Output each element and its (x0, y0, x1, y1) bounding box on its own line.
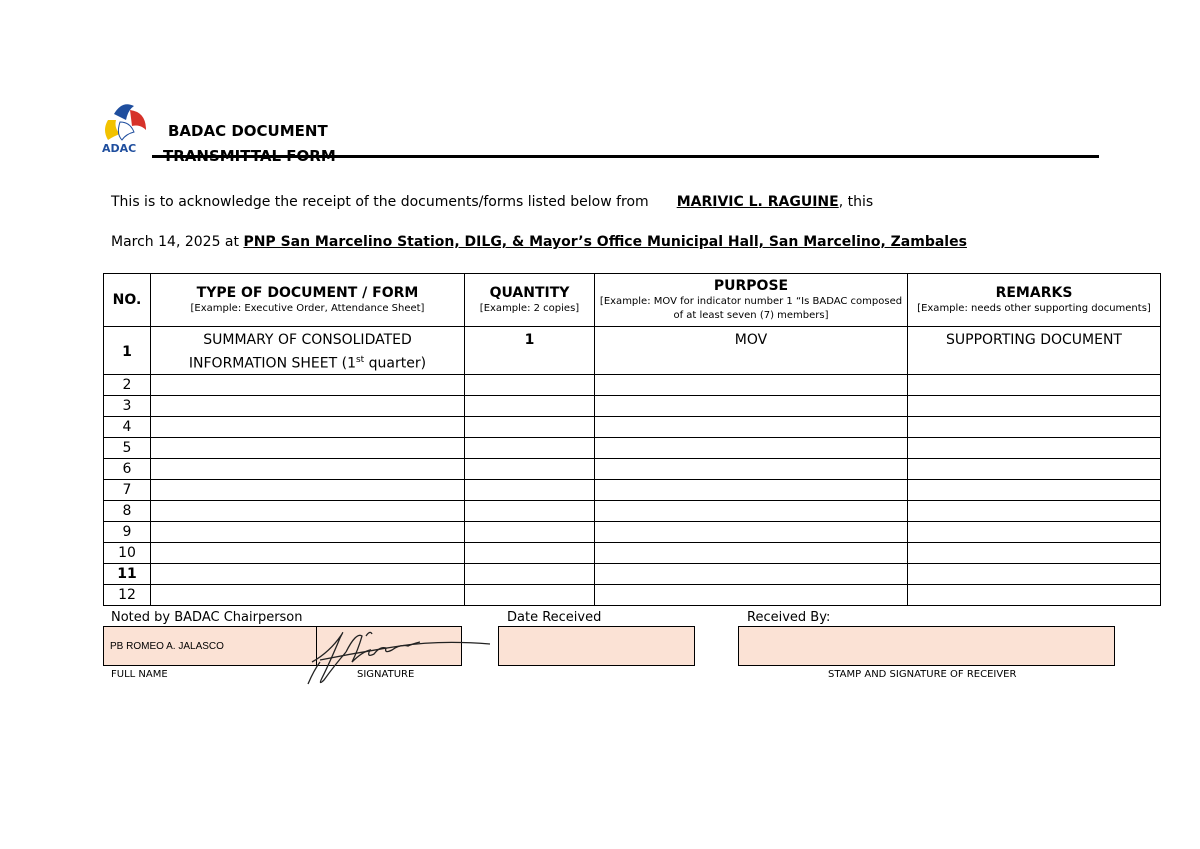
row-remarks[interactable] (908, 458, 1161, 479)
date-place-line (111, 234, 967, 250)
row-quantity[interactable] (465, 521, 595, 542)
row-purpose[interactable] (595, 437, 908, 458)
received-by-label: Received By: (747, 610, 831, 625)
row-type[interactable] (151, 374, 465, 395)
table-header-row (104, 274, 1161, 327)
documents-table (103, 273, 1161, 606)
row-type[interactable] (151, 521, 465, 542)
table-row (104, 437, 1161, 458)
row-no: 12 (104, 584, 151, 605)
row-purpose[interactable] (595, 584, 908, 605)
header-quantity-example: [Example: 2 copies] (479, 302, 580, 314)
table-row (104, 327, 1161, 375)
table-row (104, 416, 1161, 437)
row-purpose[interactable] (595, 479, 908, 500)
row-purpose[interactable] (595, 521, 908, 542)
table-row (104, 395, 1161, 416)
row-remarks[interactable] (908, 500, 1161, 521)
row-purpose[interactable] (595, 416, 908, 437)
row-no: 5 (104, 437, 151, 458)
row-remarks[interactable] (908, 479, 1161, 500)
acknowledgement-line (111, 194, 873, 210)
row-type[interactable] (151, 395, 465, 416)
row-no: 2 (104, 374, 151, 395)
row-quantity[interactable] (465, 584, 595, 605)
row-quantity[interactable] (465, 563, 595, 584)
logo-text: ADAC (102, 142, 137, 155)
row-remarks[interactable] (908, 437, 1161, 458)
header-no: NO. (104, 274, 151, 327)
row-remarks[interactable] (908, 584, 1161, 605)
row-quantity[interactable]: 1 (465, 327, 595, 375)
row-quantity[interactable] (465, 542, 595, 563)
table-row (104, 584, 1161, 605)
noted-by-label: Noted by BADAC Chairperson (111, 610, 303, 625)
header-type: TYPE OF DOCUMENT / FORM [Example: Executive Order, Attendance Sheet] (151, 274, 465, 327)
row-quantity[interactable] (465, 479, 595, 500)
row-no: 4 (104, 416, 151, 437)
header-purpose: PURPOSE [Example: MOV for indicator number 1 “Is BADAC composed of at least seven (7) members] (595, 274, 908, 327)
sender-name: MARIVIC L. RAGUINE (676, 194, 839, 210)
ack-text: This is to acknowledge the receipt of the documents/forms listed below from (111, 194, 649, 210)
row-quantity[interactable] (465, 437, 595, 458)
header-type-example: [Example: Executive Order, Attendance Sheet] (190, 302, 425, 314)
row-quantity[interactable] (465, 416, 595, 437)
row-quantity[interactable] (465, 374, 595, 395)
date-received-field[interactable] (498, 626, 695, 666)
date-received-label: Date Received (507, 610, 602, 625)
form-title-line1: BADAC DOCUMENT (168, 122, 328, 140)
row-remarks[interactable] (908, 374, 1161, 395)
row-no: 1 (104, 327, 151, 375)
row-remarks[interactable] (908, 416, 1161, 437)
header-quantity: QUANTITY [Example: 2 copies] (465, 274, 595, 327)
row-type[interactable] (151, 584, 465, 605)
row-type[interactable] (151, 416, 465, 437)
row-purpose[interactable] (595, 395, 908, 416)
row-quantity[interactable] (465, 458, 595, 479)
ack-place: PNP San Marcelino Station, DILG, & Mayor’s Office Municipal Hall, San Marcelino, Zambales (243, 234, 967, 250)
row-quantity[interactable] (465, 500, 595, 521)
badac-logo (100, 100, 152, 158)
table-row (104, 542, 1161, 563)
row-quantity[interactable] (465, 395, 595, 416)
row-type[interactable] (151, 563, 465, 584)
signature-label: SIGNATURE (357, 669, 415, 680)
row-no: 9 (104, 521, 151, 542)
row-purpose[interactable] (595, 542, 908, 563)
table-row (104, 521, 1161, 542)
row-type[interactable] (151, 458, 465, 479)
row-no: 7 (104, 479, 151, 500)
form-title-line2: TRANSMITTAL FORM (163, 147, 336, 165)
table-row (104, 563, 1161, 584)
receiver-stamp-field[interactable] (738, 626, 1115, 666)
ack-this: , this (838, 194, 874, 210)
full-name-label: FULL NAME (111, 669, 168, 680)
row-remarks[interactable]: SUPPORTING DOCUMENT (908, 327, 1161, 375)
row-no: 10 (104, 542, 151, 563)
row-purpose[interactable] (595, 563, 908, 584)
row-no: 3 (104, 395, 151, 416)
table-row (104, 500, 1161, 521)
row-purpose[interactable] (595, 500, 908, 521)
row-remarks[interactable] (908, 521, 1161, 542)
row-type[interactable] (151, 542, 465, 563)
row-type[interactable] (151, 479, 465, 500)
row-remarks[interactable] (908, 563, 1161, 584)
header-remarks: REMARKS [Example: needs other supporting documents] (908, 274, 1161, 327)
row-type[interactable] (151, 437, 465, 458)
ack-date: March 14, 2025 at (111, 234, 244, 250)
row-remarks[interactable] (908, 542, 1161, 563)
table-row (104, 374, 1161, 395)
chairperson-signature (300, 622, 500, 692)
row-no: 6 (104, 458, 151, 479)
row-remarks[interactable] (908, 395, 1161, 416)
row-purpose[interactable]: MOV (595, 327, 908, 375)
row-no: 8 (104, 500, 151, 521)
row-purpose[interactable] (595, 458, 908, 479)
header-purpose-example: [Example: MOV for indicator number 1 “Is BADAC composed of at least seven (7) members] (599, 295, 903, 321)
row-purpose[interactable] (595, 374, 908, 395)
header-remarks-example: [Example: needs other supporting documents] (917, 302, 1151, 314)
stamp-signature-label: STAMP AND SIGNATURE OF RECEIVER (828, 669, 1017, 680)
row-no: 11 (104, 563, 151, 584)
row-type[interactable] (151, 500, 465, 521)
table-row (104, 458, 1161, 479)
table-row (104, 479, 1161, 500)
chairperson-name: PB ROMEO A. JALASCO (110, 641, 224, 652)
row-type[interactable]: SUMMARY OF CONSOLIDATED INFORMATION SHEET (1st quarter) (151, 327, 465, 375)
